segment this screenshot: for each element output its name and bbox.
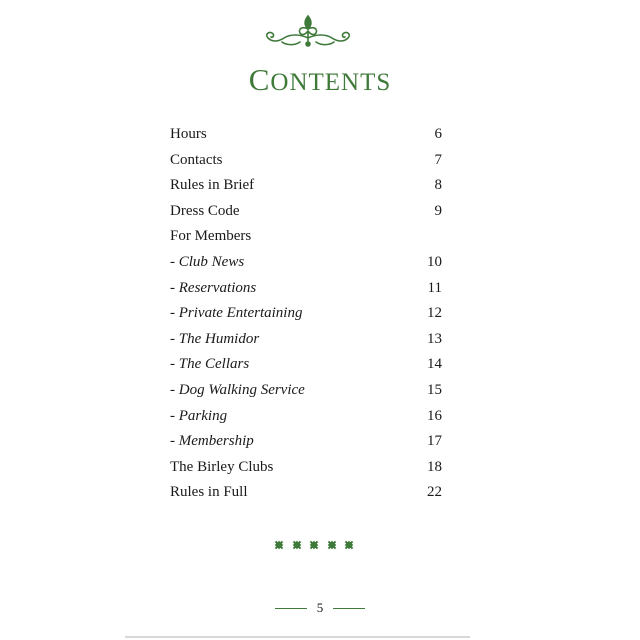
toc-entry-label: - The Cellars [170, 356, 250, 373]
toc-entry-label: - Reservations [170, 279, 257, 296]
toc-entry-label: - Parking [170, 407, 228, 424]
toc-entry[interactable] [170, 199, 442, 225]
toc-entry-page: 13 [427, 330, 442, 347]
page-bottom-edge [125, 636, 470, 638]
toc-entry[interactable] [170, 250, 442, 276]
toc-entry[interactable] [170, 276, 442, 302]
toc-entry-page: 15 [427, 381, 442, 398]
fleur-scroll-ornament-icon [260, 12, 356, 52]
toc-entry-page: 10 [427, 253, 442, 270]
toc-entry[interactable] [170, 327, 442, 353]
toc-entry[interactable] [170, 301, 442, 327]
toc-entry-label: Hours [170, 126, 207, 142]
toc-entry-label: Rules in Full [170, 484, 248, 501]
toc-entry-page: 16 [427, 407, 442, 424]
toc-entry-label: The Birley Clubs [170, 458, 274, 475]
toc-entry-label: - The Humidor [170, 330, 260, 347]
toc-entry[interactable] [170, 352, 442, 378]
toc-entry-page: 17 [427, 433, 442, 450]
toc-entry-label: - Dog Walking Service [170, 381, 305, 398]
star-icon [292, 541, 300, 549]
toc-entry-label: For Members [170, 228, 252, 245]
toc-entry-label: - Club News [170, 253, 245, 270]
toc-entry-label: Rules in Brief [170, 177, 255, 194]
five-star-divider-icon [276, 538, 352, 552]
toc-entry-label: - Private Entertaining [170, 305, 303, 322]
footer-rule-right [333, 608, 365, 609]
toc-entry[interactable] [170, 480, 442, 506]
toc-entry-page: 22 [427, 484, 442, 501]
star-icon [345, 541, 353, 549]
toc-entry-page: 6 [434, 126, 442, 142]
toc-entry[interactable] [170, 429, 442, 455]
toc-entry[interactable] [170, 455, 442, 481]
toc-entry-label: Contacts [170, 151, 223, 168]
page-footer [0, 600, 640, 616]
toc-entry[interactable] [170, 173, 442, 199]
toc-entry[interactable] [170, 148, 442, 174]
page-number: 5 [316, 600, 324, 615]
toc-entry-page: 8 [434, 177, 442, 194]
toc-entry-label: Dress Code [170, 202, 240, 219]
toc-entry[interactable] [170, 224, 442, 250]
star-icon [327, 541, 335, 549]
toc-entry-page: 7 [434, 151, 442, 168]
toc-entry-page: 18 [427, 458, 442, 475]
star-icon [275, 541, 283, 549]
toc-entry[interactable] [170, 378, 442, 404]
star-icon [310, 541, 318, 549]
toc-entry-page: 9 [434, 202, 442, 219]
toc-entry-page: 11 [427, 279, 442, 296]
page-title: CONTENTS [248, 62, 392, 97]
toc-entry-label: - Membership [170, 433, 254, 450]
footer-rule-left [275, 608, 307, 609]
table-of-contents [170, 122, 442, 506]
toc-entry[interactable] [170, 404, 442, 430]
toc-entry-page: 12 [427, 305, 442, 322]
toc-entry-page: 14 [427, 356, 442, 373]
toc-entry[interactable] [170, 122, 442, 148]
